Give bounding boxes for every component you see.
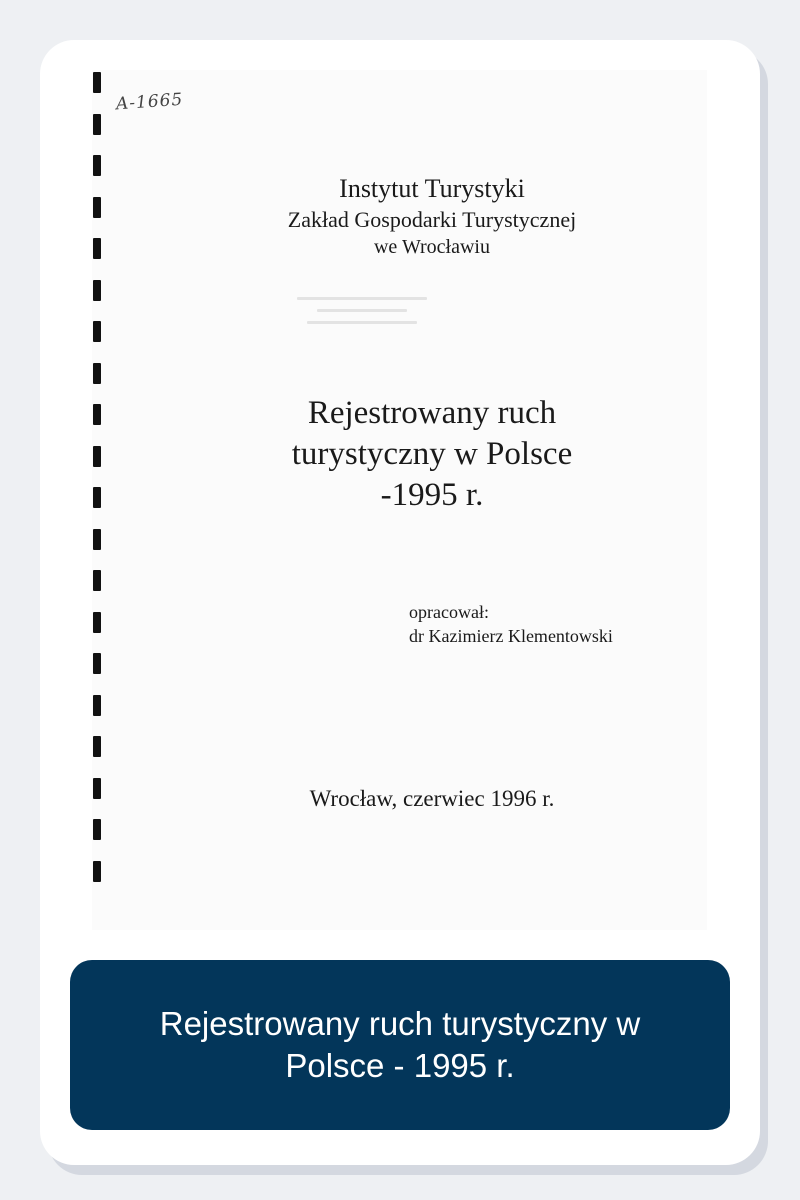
binding-hole bbox=[93, 363, 101, 384]
handwritten-catalog-mark: A-1665 bbox=[115, 89, 184, 115]
binding-hole bbox=[93, 570, 101, 591]
binding-hole bbox=[93, 280, 101, 301]
binding-hole bbox=[93, 695, 101, 716]
binding-hole bbox=[93, 653, 101, 674]
author-label: opracował: bbox=[409, 602, 489, 622]
binding-hole bbox=[93, 155, 101, 176]
binding-hole bbox=[93, 612, 101, 633]
caption-title: Rejestrowany ruch turystyczny w Polsce - 1995 r. bbox=[159, 1005, 641, 1084]
binding-hole bbox=[93, 819, 101, 840]
institute-name: Instytut Turystyki bbox=[339, 174, 525, 203]
document-title-line-3: -1995 r. bbox=[380, 477, 484, 513]
binding-hole bbox=[93, 72, 101, 93]
author-name: dr Kazimierz Klementowski bbox=[409, 626, 613, 646]
binding-hole bbox=[93, 861, 101, 882]
faded-stamp bbox=[297, 295, 427, 329]
document-title-line-1: Rejestrowany ruch bbox=[307, 395, 557, 431]
binding-hole bbox=[93, 321, 101, 342]
caption-banner[interactable] bbox=[70, 960, 730, 1130]
document-cover-scan bbox=[92, 70, 707, 930]
document-title-line-2: turystyczny w Polsce bbox=[291, 436, 573, 472]
city-line: we Wrocławiu bbox=[373, 236, 490, 258]
department-name: Zakład Gospodarki Turystycznej bbox=[287, 207, 577, 232]
place-and-date: Wrocław, czerwiec 1996 r. bbox=[309, 786, 555, 811]
binding-hole bbox=[93, 529, 101, 550]
binding-hole bbox=[93, 736, 101, 757]
binding-hole bbox=[93, 114, 101, 135]
